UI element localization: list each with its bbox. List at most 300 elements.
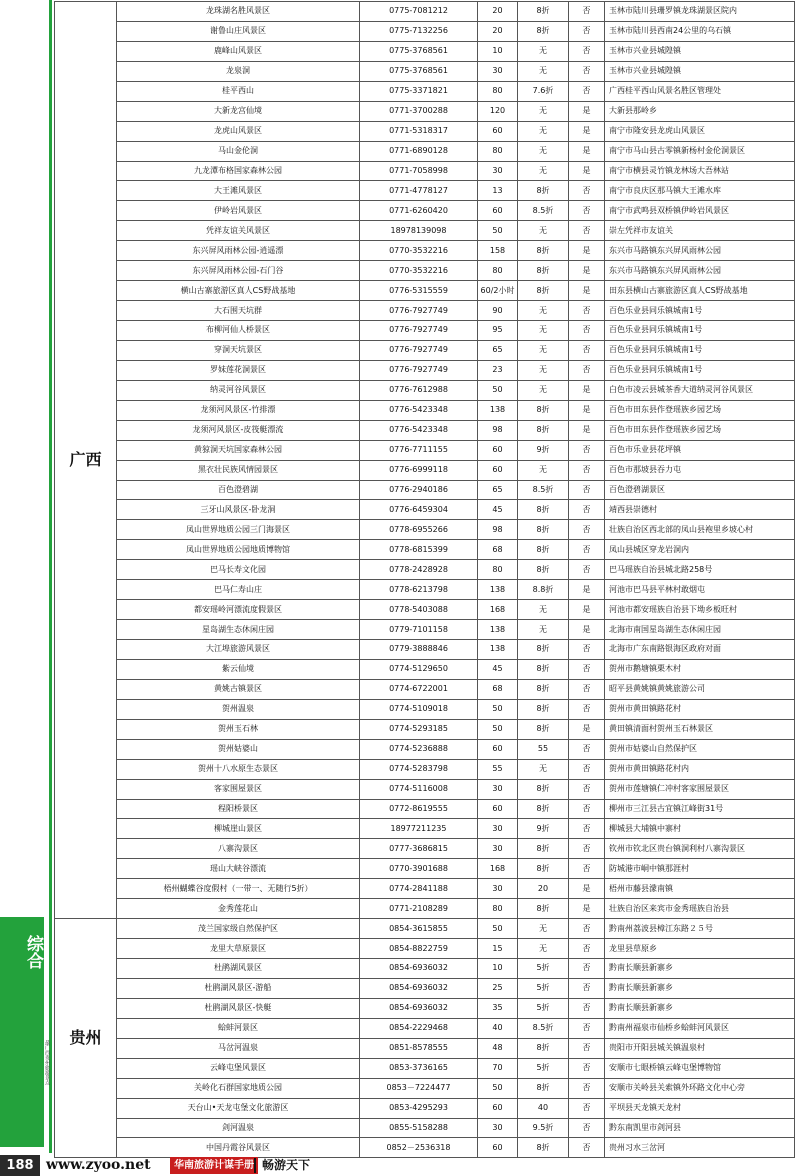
attraction-name-cell: 柳城崖山景区 — [117, 819, 360, 839]
ticket-price-cell: 50 — [478, 919, 518, 939]
overnight-cell: 是 — [569, 121, 605, 141]
ticket-price-cell: 50 — [478, 699, 518, 719]
phone-cell: 0776-2940186 — [360, 480, 478, 500]
table-row — [55, 719, 795, 739]
discount-cell: 5折 — [518, 978, 569, 998]
address-cell: 贺州市莲塘镇仁冲村客家围屋景区 — [605, 779, 795, 799]
discount-cell: 8折 — [518, 21, 569, 41]
table-row — [55, 959, 795, 979]
attraction-name-cell: 谢鲁山庄风景区 — [117, 21, 360, 41]
overnight-cell: 否 — [569, 221, 605, 241]
table-row — [55, 61, 795, 81]
discount-cell: 无 — [518, 600, 569, 620]
phone-cell: 0771-6890128 — [360, 141, 478, 161]
attraction-name-cell: 贺州十八水原生态景区 — [117, 759, 360, 779]
phone-cell: 0854-6936032 — [360, 959, 478, 979]
address-cell: 黔南长顺县新寨乡 — [605, 998, 795, 1018]
attraction-name-cell: 大石围天坑群 — [117, 301, 360, 321]
discount-cell: 无 — [518, 939, 569, 959]
ticket-price-cell: 30 — [478, 879, 518, 899]
overnight-cell: 否 — [569, 360, 605, 380]
phone-cell: 0853－7224477 — [360, 1078, 478, 1098]
ticket-price-cell: 25 — [478, 978, 518, 998]
address-cell: 黔南长顺县新寨乡 — [605, 978, 795, 998]
ticket-price-cell: 13 — [478, 181, 518, 201]
overnight-cell: 否 — [569, 560, 605, 580]
discount-cell: 8折 — [518, 799, 569, 819]
ticket-price-cell: 90 — [478, 301, 518, 321]
table-row — [55, 859, 795, 879]
table-row — [55, 2, 795, 22]
discount-cell: 8折 — [518, 659, 569, 679]
address-cell: 白色市凌云县城茶香大道纳灵河谷风景区 — [605, 380, 795, 400]
discount-cell: 无 — [518, 460, 569, 480]
address-cell: 东兴市马路镇东兴屏风雨林公园 — [605, 241, 795, 261]
attraction-name-cell: 东兴屏风雨林公园-石门谷 — [117, 261, 360, 281]
phone-cell: 0774-5129650 — [360, 659, 478, 679]
phone-cell: 18978139098 — [360, 221, 478, 241]
address-cell: 南宁市马山县古零镇新杨村金伦洞景区 — [605, 141, 795, 161]
footer-divider — [254, 1158, 256, 1173]
ticket-price-cell: 30 — [478, 819, 518, 839]
phone-cell: 0776-6459304 — [360, 500, 478, 520]
phone-cell: 0776-7927749 — [360, 340, 478, 360]
ticket-price-cell: 60 — [478, 1138, 518, 1158]
overnight-cell: 否 — [569, 480, 605, 500]
ticket-price-cell: 20 — [478, 21, 518, 41]
overnight-cell: 否 — [569, 1078, 605, 1098]
ticket-price-cell: 30 — [478, 61, 518, 81]
ticket-price-cell: 168 — [478, 859, 518, 879]
address-cell: 北海市南国星岛湖生态休闲庄园 — [605, 620, 795, 640]
table-row — [55, 520, 795, 540]
attraction-name-cell: 关岭化石群国家地质公园 — [117, 1078, 360, 1098]
discount-cell: 8.8折 — [518, 580, 569, 600]
address-cell: 玉林市陆川县珊罗镇龙珠湖景区院内 — [605, 2, 795, 22]
discount-cell: 8折 — [518, 520, 569, 540]
phone-cell: 0853-3736165 — [360, 1058, 478, 1078]
discount-cell: 55 — [518, 739, 569, 759]
table-row — [55, 759, 795, 779]
footer-slogan: 畅游天下 — [262, 1158, 311, 1172]
address-cell: 黄田镇清面村贺州玉石林景区 — [605, 719, 795, 739]
phone-cell: 0854-3615855 — [360, 919, 478, 939]
discount-cell: 8折 — [518, 779, 569, 799]
address-cell: 东兴市马路镇东兴屏风雨林公园 — [605, 261, 795, 281]
ticket-price-cell: 40 — [478, 1018, 518, 1038]
overnight-cell: 是 — [569, 719, 605, 739]
discount-cell: 20 — [518, 879, 569, 899]
address-cell: 柳城县大埔镇中寨村 — [605, 819, 795, 839]
address-cell: 贵阳市开阳县城关镇温泉村 — [605, 1038, 795, 1058]
phone-cell: 0776-7927749 — [360, 301, 478, 321]
phone-cell: 0775-7081212 — [360, 2, 478, 22]
table-row — [55, 600, 795, 620]
discount-cell: 8折 — [518, 261, 569, 281]
table-row — [55, 400, 795, 420]
phone-cell: 0774-5283798 — [360, 759, 478, 779]
address-cell: 安顺市七眼桥镇云峰屯堡博物馆 — [605, 1058, 795, 1078]
phone-cell: 0775-3768561 — [360, 61, 478, 81]
attraction-name-cell: 杜鹃湖风景区-快艇 — [117, 998, 360, 1018]
table-row — [55, 879, 795, 899]
attraction-name-cell: 剑河温泉 — [117, 1118, 360, 1138]
address-cell: 河池市巴马县平林村敢烟屯 — [605, 580, 795, 600]
address-cell: 南宁市武鸣县双桥镇伊岭岩风景区 — [605, 201, 795, 221]
discount-cell: 8折 — [518, 640, 569, 660]
address-cell: 梧州市藤县濛南镇 — [605, 879, 795, 899]
attractions-table — [54, 1, 795, 1158]
address-cell: 黔东南凯里市剑河县 — [605, 1118, 795, 1138]
address-cell: 安顺市关岭县关索镇外环路文化中心旁 — [605, 1078, 795, 1098]
address-cell: 百色乐业县同乐镇城南1号 — [605, 301, 795, 321]
ticket-price-cell: 98 — [478, 520, 518, 540]
table-row — [55, 420, 795, 440]
discount-cell: 无 — [518, 301, 569, 321]
table-row — [55, 779, 795, 799]
phone-cell: 0770-3532216 — [360, 261, 478, 281]
attraction-name-cell: 龙须河风景区-竹排漂 — [117, 400, 360, 420]
overnight-cell: 否 — [569, 321, 605, 341]
discount-cell: 无 — [518, 340, 569, 360]
address-cell: 贺州市鹅塘镇栗木村 — [605, 659, 795, 679]
attraction-name-cell: 龙泉洞 — [117, 61, 360, 81]
discount-cell: 8折 — [518, 699, 569, 719]
phone-cell: 0853-4295293 — [360, 1098, 478, 1118]
table-row — [55, 221, 795, 241]
phone-cell: 0776-6999118 — [360, 460, 478, 480]
attraction-name-cell: 贺州温泉 — [117, 699, 360, 719]
overnight-cell: 是 — [569, 241, 605, 261]
website-link[interactable]: www.zyoo.net — [46, 1157, 151, 1173]
address-cell: 百色市那坡县吞力屯 — [605, 460, 795, 480]
discount-cell: 9折 — [518, 440, 569, 460]
table-row — [55, 659, 795, 679]
phone-cell: 0776-5423348 — [360, 400, 478, 420]
attraction-name-cell: 黄猄洞天坑国家森林公园 — [117, 440, 360, 460]
table-row — [55, 360, 795, 380]
phone-cell: 0854-6936032 — [360, 998, 478, 1018]
discount-cell: 无 — [518, 161, 569, 181]
ticket-price-cell: 30 — [478, 839, 518, 859]
discount-cell: 8折 — [518, 560, 569, 580]
address-cell: 广西桂平西山风景名胜区管理处 — [605, 81, 795, 101]
table-row — [55, 500, 795, 520]
ticket-price-cell: 50 — [478, 719, 518, 739]
ticket-price-cell: 80 — [478, 560, 518, 580]
overnight-cell: 否 — [569, 779, 605, 799]
phone-cell: 0778-6213798 — [360, 580, 478, 600]
discount-cell: 无 — [518, 61, 569, 81]
attraction-name-cell: 都安瑶岭河漂流度假景区 — [117, 600, 360, 620]
phone-cell: 0770-3532216 — [360, 241, 478, 261]
attraction-name-cell: 横山古寨旅游区真人CS野战基地 — [117, 281, 360, 301]
overnight-cell: 是 — [569, 420, 605, 440]
attraction-name-cell: 瑶山大峡谷漂流 — [117, 859, 360, 879]
handbook-title: 华南旅游计谋手册 — [170, 1157, 258, 1174]
attraction-name-cell: 龙须河风景区-皮筏艇漂流 — [117, 420, 360, 440]
overnight-cell: 否 — [569, 500, 605, 520]
table-row — [55, 1098, 795, 1118]
overnight-cell: 否 — [569, 201, 605, 221]
attraction-name-cell: 马山金伦洞 — [117, 141, 360, 161]
ticket-price-cell: 158 — [478, 241, 518, 261]
phone-cell: 0774-5109018 — [360, 699, 478, 719]
phone-cell: 0771-6260420 — [360, 201, 478, 221]
attraction-name-cell: 凭祥友谊关风景区 — [117, 221, 360, 241]
address-cell: 百色澄碧湖景区 — [605, 480, 795, 500]
ticket-price-cell: 30 — [478, 1118, 518, 1138]
attraction-name-cell: 龙里大草原景区 — [117, 939, 360, 959]
ticket-price-cell: 65 — [478, 480, 518, 500]
ticket-price-cell: 48 — [478, 1038, 518, 1058]
side-note: 最广西贵州旅游景点 — [44, 1040, 50, 1085]
phone-cell: 0771-5318317 — [360, 121, 478, 141]
ticket-price-cell: 168 — [478, 600, 518, 620]
address-cell: 凤山县城区穿龙岩洞内 — [605, 540, 795, 560]
address-cell: 贺州市姑婆山自然保护区 — [605, 739, 795, 759]
discount-cell: 无 — [518, 919, 569, 939]
table-row — [55, 799, 795, 819]
ticket-price-cell: 45 — [478, 659, 518, 679]
overnight-cell: 否 — [569, 41, 605, 61]
discount-cell: 无 — [518, 321, 569, 341]
address-cell: 龙里县草原乡 — [605, 939, 795, 959]
table-row — [55, 440, 795, 460]
attraction-name-cell: 黑衣壮民族风情园景区 — [117, 460, 360, 480]
overnight-cell: 否 — [569, 340, 605, 360]
ticket-price-cell: 30 — [478, 779, 518, 799]
table-row — [55, 241, 795, 261]
attraction-name-cell: 八寨沟景区 — [117, 839, 360, 859]
discount-cell: 40 — [518, 1098, 569, 1118]
attraction-name-cell: 东兴屏风雨林公园-逍遥漂 — [117, 241, 360, 261]
table-row — [55, 480, 795, 500]
address-cell: 壮族自治区来宾市金秀瑶族自治县 — [605, 899, 795, 919]
address-cell: 百色乐业县同乐镇城南1号 — [605, 360, 795, 380]
phone-cell: 0776-5315559 — [360, 281, 478, 301]
attraction-name-cell: 百色澄碧湖 — [117, 480, 360, 500]
overnight-cell: 是 — [569, 879, 605, 899]
attraction-name-cell: 巴马仁寿山庄 — [117, 580, 360, 600]
table-row — [55, 21, 795, 41]
phone-cell: 0775-7132256 — [360, 21, 478, 41]
table-row — [55, 1038, 795, 1058]
table-row — [55, 121, 795, 141]
table-row — [55, 201, 795, 221]
ticket-price-cell: 60 — [478, 201, 518, 221]
table-row — [55, 1138, 795, 1158]
ticket-price-cell: 60 — [478, 1098, 518, 1118]
attraction-name-cell: 梧州蝴蝶谷度假村（一带一、无随行5折） — [117, 879, 360, 899]
overnight-cell: 否 — [569, 460, 605, 480]
phone-cell: 0774-5236888 — [360, 739, 478, 759]
table-row — [55, 81, 795, 101]
phone-cell: 0771-3700288 — [360, 101, 478, 121]
overnight-cell: 否 — [569, 2, 605, 22]
table-row — [55, 939, 795, 959]
ticket-price-cell: 30 — [478, 161, 518, 181]
discount-cell: 8折 — [518, 2, 569, 22]
attraction-name-cell: 凤山世界地质公园三门海景区 — [117, 520, 360, 540]
address-cell: 百色乐业县同乐镇城南1号 — [605, 321, 795, 341]
discount-cell: 8折 — [518, 899, 569, 919]
phone-cell: 0776-7612988 — [360, 380, 478, 400]
table-row — [55, 141, 795, 161]
province-label: 广西 — [55, 2, 117, 919]
address-cell: 钦州市钦北区贵台镇洞利村八寨沟景区 — [605, 839, 795, 859]
attraction-name-cell: 纳灵河谷风景区 — [117, 380, 360, 400]
overnight-cell: 是 — [569, 600, 605, 620]
ticket-price-cell: 80 — [478, 261, 518, 281]
overnight-cell: 否 — [569, 81, 605, 101]
discount-cell: 7.6折 — [518, 81, 569, 101]
phone-cell: 0770-3901688 — [360, 859, 478, 879]
ticket-price-cell: 45 — [478, 500, 518, 520]
table-row — [55, 978, 795, 998]
address-cell: 南宁市良庆区那马镇大王滩水库 — [605, 181, 795, 201]
section-tab-label: 综合 — [23, 935, 43, 969]
discount-cell: 无 — [518, 759, 569, 779]
phone-cell: 0776-7927749 — [360, 360, 478, 380]
ticket-price-cell: 68 — [478, 679, 518, 699]
attraction-name-cell: 三牙山风景区-卧龙洞 — [117, 500, 360, 520]
phone-cell: 0778-6955266 — [360, 520, 478, 540]
overnight-cell: 否 — [569, 839, 605, 859]
ticket-price-cell: 120 — [478, 101, 518, 121]
phone-cell: 0855-5158288 — [360, 1118, 478, 1138]
phone-cell: 0776-7927749 — [360, 321, 478, 341]
table-row — [55, 181, 795, 201]
overnight-cell: 是 — [569, 580, 605, 600]
phone-cell: 0774-6722001 — [360, 679, 478, 699]
ticket-price-cell: 138 — [478, 620, 518, 640]
address-cell: 玉林市兴业县城隍镇 — [605, 61, 795, 81]
overnight-cell: 否 — [569, 939, 605, 959]
phone-cell: 0778-5403088 — [360, 600, 478, 620]
phone-cell: 0772-8619555 — [360, 799, 478, 819]
ticket-price-cell: 65 — [478, 340, 518, 360]
ticket-price-cell: 60 — [478, 799, 518, 819]
overnight-cell: 否 — [569, 978, 605, 998]
table-row — [55, 281, 795, 301]
overnight-cell: 否 — [569, 659, 605, 679]
attraction-name-cell: 贺州姑婆山 — [117, 739, 360, 759]
phone-cell: 0771-7058998 — [360, 161, 478, 181]
overnight-cell: 否 — [569, 61, 605, 81]
attraction-name-cell: 大王滩风景区 — [117, 181, 360, 201]
address-cell: 玉林市陆川县西南24公里的乌石镇 — [605, 21, 795, 41]
overnight-cell: 否 — [569, 181, 605, 201]
ticket-price-cell: 50 — [478, 1078, 518, 1098]
attraction-name-cell: 程阳桥景区 — [117, 799, 360, 819]
attraction-name-cell: 桂平西山 — [117, 81, 360, 101]
discount-cell: 9.5折 — [518, 1118, 569, 1138]
table-row — [55, 321, 795, 341]
attraction-name-cell: 金秀莲花山 — [117, 899, 360, 919]
discount-cell: 无 — [518, 41, 569, 61]
attraction-name-cell: 龙虎山风景区 — [117, 121, 360, 141]
discount-cell: 5折 — [518, 1058, 569, 1078]
address-cell: 柳州市三江县古宜镇江峰街31号 — [605, 799, 795, 819]
overnight-cell: 是 — [569, 101, 605, 121]
discount-cell: 8折 — [518, 1138, 569, 1158]
overnight-cell: 是 — [569, 261, 605, 281]
address-cell: 黔南长顺县新寨乡 — [605, 959, 795, 979]
address-cell: 大新县那岭乡 — [605, 101, 795, 121]
ticket-price-cell: 23 — [478, 360, 518, 380]
ticket-price-cell: 138 — [478, 640, 518, 660]
attraction-name-cell: 大江埠旅游风景区 — [117, 640, 360, 660]
overnight-cell: 否 — [569, 21, 605, 41]
ticket-price-cell: 60 — [478, 460, 518, 480]
ticket-price-cell: 95 — [478, 321, 518, 341]
ticket-price-cell: 138 — [478, 400, 518, 420]
table-row — [55, 301, 795, 321]
overnight-cell: 否 — [569, 301, 605, 321]
phone-cell: 0779-3888846 — [360, 640, 478, 660]
discount-cell: 无 — [518, 121, 569, 141]
phone-cell: 0851-8578555 — [360, 1038, 478, 1058]
address-cell: 百色市田东县作登瑶族乡园艺场 — [605, 420, 795, 440]
discount-cell: 8折 — [518, 719, 569, 739]
discount-cell: 8折 — [518, 859, 569, 879]
ticket-price-cell: 10 — [478, 959, 518, 979]
discount-cell: 无 — [518, 620, 569, 640]
ticket-price-cell: 70 — [478, 1058, 518, 1078]
phone-cell: 0778-2428928 — [360, 560, 478, 580]
overnight-cell: 是 — [569, 620, 605, 640]
overnight-cell: 否 — [569, 1118, 605, 1138]
table-row — [55, 580, 795, 600]
table-row — [55, 839, 795, 859]
address-cell: 贺州市黄田镇路花村内 — [605, 759, 795, 779]
discount-cell: 9折 — [518, 819, 569, 839]
discount-cell: 无 — [518, 101, 569, 121]
table-row — [55, 640, 795, 660]
address-cell: 黔南州福泉市仙桥乡蛤蚌河风景区 — [605, 1018, 795, 1038]
overnight-cell: 否 — [569, 1018, 605, 1038]
attraction-name-cell: 杜鹃湖风景区 — [117, 959, 360, 979]
address-cell: 贵州习水三岔河 — [605, 1138, 795, 1158]
discount-cell: 8.5折 — [518, 480, 569, 500]
overnight-cell: 否 — [569, 739, 605, 759]
address-cell: 河池市都安瑶族自治县下坳乡板旺村 — [605, 600, 795, 620]
overnight-cell: 是 — [569, 380, 605, 400]
overnight-cell: 否 — [569, 540, 605, 560]
address-cell: 百色市乐业县花坪镇 — [605, 440, 795, 460]
overnight-cell: 否 — [569, 819, 605, 839]
overnight-cell: 否 — [569, 959, 605, 979]
address-cell: 南宁市横县灵竹镇龙林场大吾林站 — [605, 161, 795, 181]
ticket-price-cell: 60 — [478, 121, 518, 141]
discount-cell: 8.5折 — [518, 1018, 569, 1038]
table-row — [55, 161, 795, 181]
table-row — [55, 739, 795, 759]
table-row — [55, 460, 795, 480]
attraction-name-cell: 伊岭岩风景区 — [117, 201, 360, 221]
attraction-name-cell: 九龙潭布格国家森林公园 — [117, 161, 360, 181]
phone-cell: 0775-3768561 — [360, 41, 478, 61]
attraction-name-cell: 龙珠湖名胜风景区 — [117, 2, 360, 22]
ticket-price-cell: 60/2小时 — [478, 281, 518, 301]
table-row — [55, 1078, 795, 1098]
overnight-cell: 否 — [569, 1058, 605, 1078]
overnight-cell: 否 — [569, 1098, 605, 1118]
address-cell: 贺州市黄田镇路花村 — [605, 699, 795, 719]
side-accent-line — [49, 0, 52, 1153]
overnight-cell: 否 — [569, 759, 605, 779]
